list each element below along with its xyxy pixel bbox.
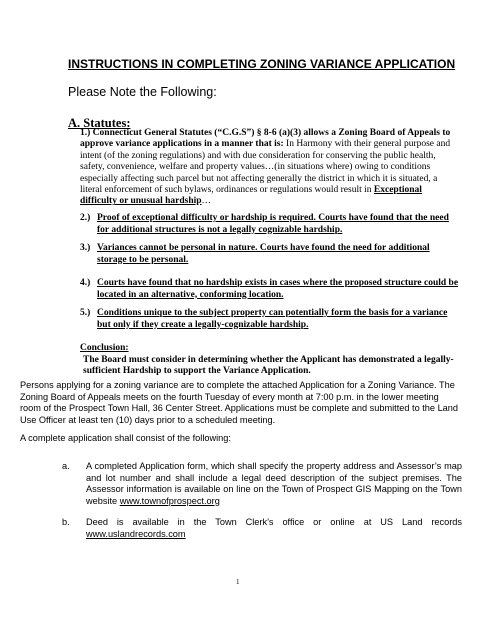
conclusion-label: Conclusion:	[80, 343, 129, 353]
statute-ellipsis: …	[201, 196, 212, 207]
list-marker: a.	[62, 461, 70, 471]
conclusion-text: The Board must consider in determining whether the Applicant has demonstrated a legally-sufficient Hardship to support the Variance Application.	[83, 354, 454, 376]
town-website-link[interactable]: www.townofprospect.org	[119, 495, 220, 506]
statute-body: In Harmony with their general purpose and intent (of the zoning regulations) and with due consideration for conserving the public health, safety, convenience, welfare and property values…(in situations where) owing to conditions especially affecting such parcel but not affecting generally the district in which it is situated, a literal enforcement of such bylaws, ordinances or regulations would result in	[80, 139, 451, 196]
statute-item-5	[80, 308, 460, 331]
statute-item-3	[80, 243, 460, 266]
statute-lead: Connecticut General Statutes (“C.G.S”) § 8-6 (a)(3) allows a Zoning Board of Appeals to approve variance applications in a manner that is:	[80, 128, 451, 150]
statutes-heading: A. Statutes:	[68, 116, 131, 130]
list-marker: b.	[62, 517, 70, 527]
item-number: 5.)	[80, 308, 91, 318]
statute-emphasis: Exceptional difficulty or unusual hardship	[80, 185, 422, 207]
statute-number: 1.)	[80, 128, 91, 138]
item-number: 3.)	[80, 243, 91, 253]
list-text-body: A completed Application form, which shall specify the property address and Assessor’s map and lot number and shall include a legal deed description of the subject premises. The Assessor information is available on line on the Town of Prospect GIS Mapping on the Town website	[86, 461, 462, 506]
list-text-body: Deed is available in the Town Clerk’s office or online at US Land records	[86, 517, 462, 527]
item-number: 4.)	[80, 278, 91, 288]
page-number: 1	[236, 578, 240, 586]
note-heading: Please Note the Following:	[68, 85, 217, 99]
intro-paragraph: Persons applying for a zoning variance are to complete the attached Application for a Zoning Variance. The Zoning Board of Appeals meets on the fourth Tuesday of every month at 7:00 p.m. in the lower meeting room of the Prospect Town Hall, 36 Center Street. Applications must be complete and submitted to the Land Use Officer at least ten (10) days prior to a scheduled meeting.	[20, 380, 459, 425]
item-text: Conditions unique to the subject property can potentially form the basis for a variance but only if they create a legally-cognizable hardship.	[97, 308, 448, 330]
list-item-a	[62, 461, 462, 507]
statute-item-4	[80, 278, 460, 301]
item-text: Variances cannot be personal in nature. Courts have found the need for additional storage to be personal.	[97, 243, 430, 265]
item-text: Proof of exceptional difficulty or hardship is required. Courts have found that the need for additional structures is not a legally cognizable hardship.	[97, 213, 449, 235]
list-text	[86, 461, 462, 507]
conclusion	[80, 343, 460, 378]
land-records-link[interactable]: www.uslandrecords.com	[86, 528, 186, 539]
list-item-b	[62, 517, 462, 540]
statute-item-1	[80, 128, 460, 208]
requirements-intro: A complete application shall consist of the following:	[20, 433, 231, 443]
item-number: 2.)	[80, 213, 91, 223]
document-title: INSTRUCTIONS IN COMPLETING ZONING VARIANCE APPLICATION	[68, 57, 456, 71]
statute-item-2	[80, 213, 460, 236]
list-text	[86, 517, 462, 540]
item-text: Courts have found that no hardship exists in cases where the proposed structure could be located in an alternative, conforming location.	[97, 278, 459, 300]
